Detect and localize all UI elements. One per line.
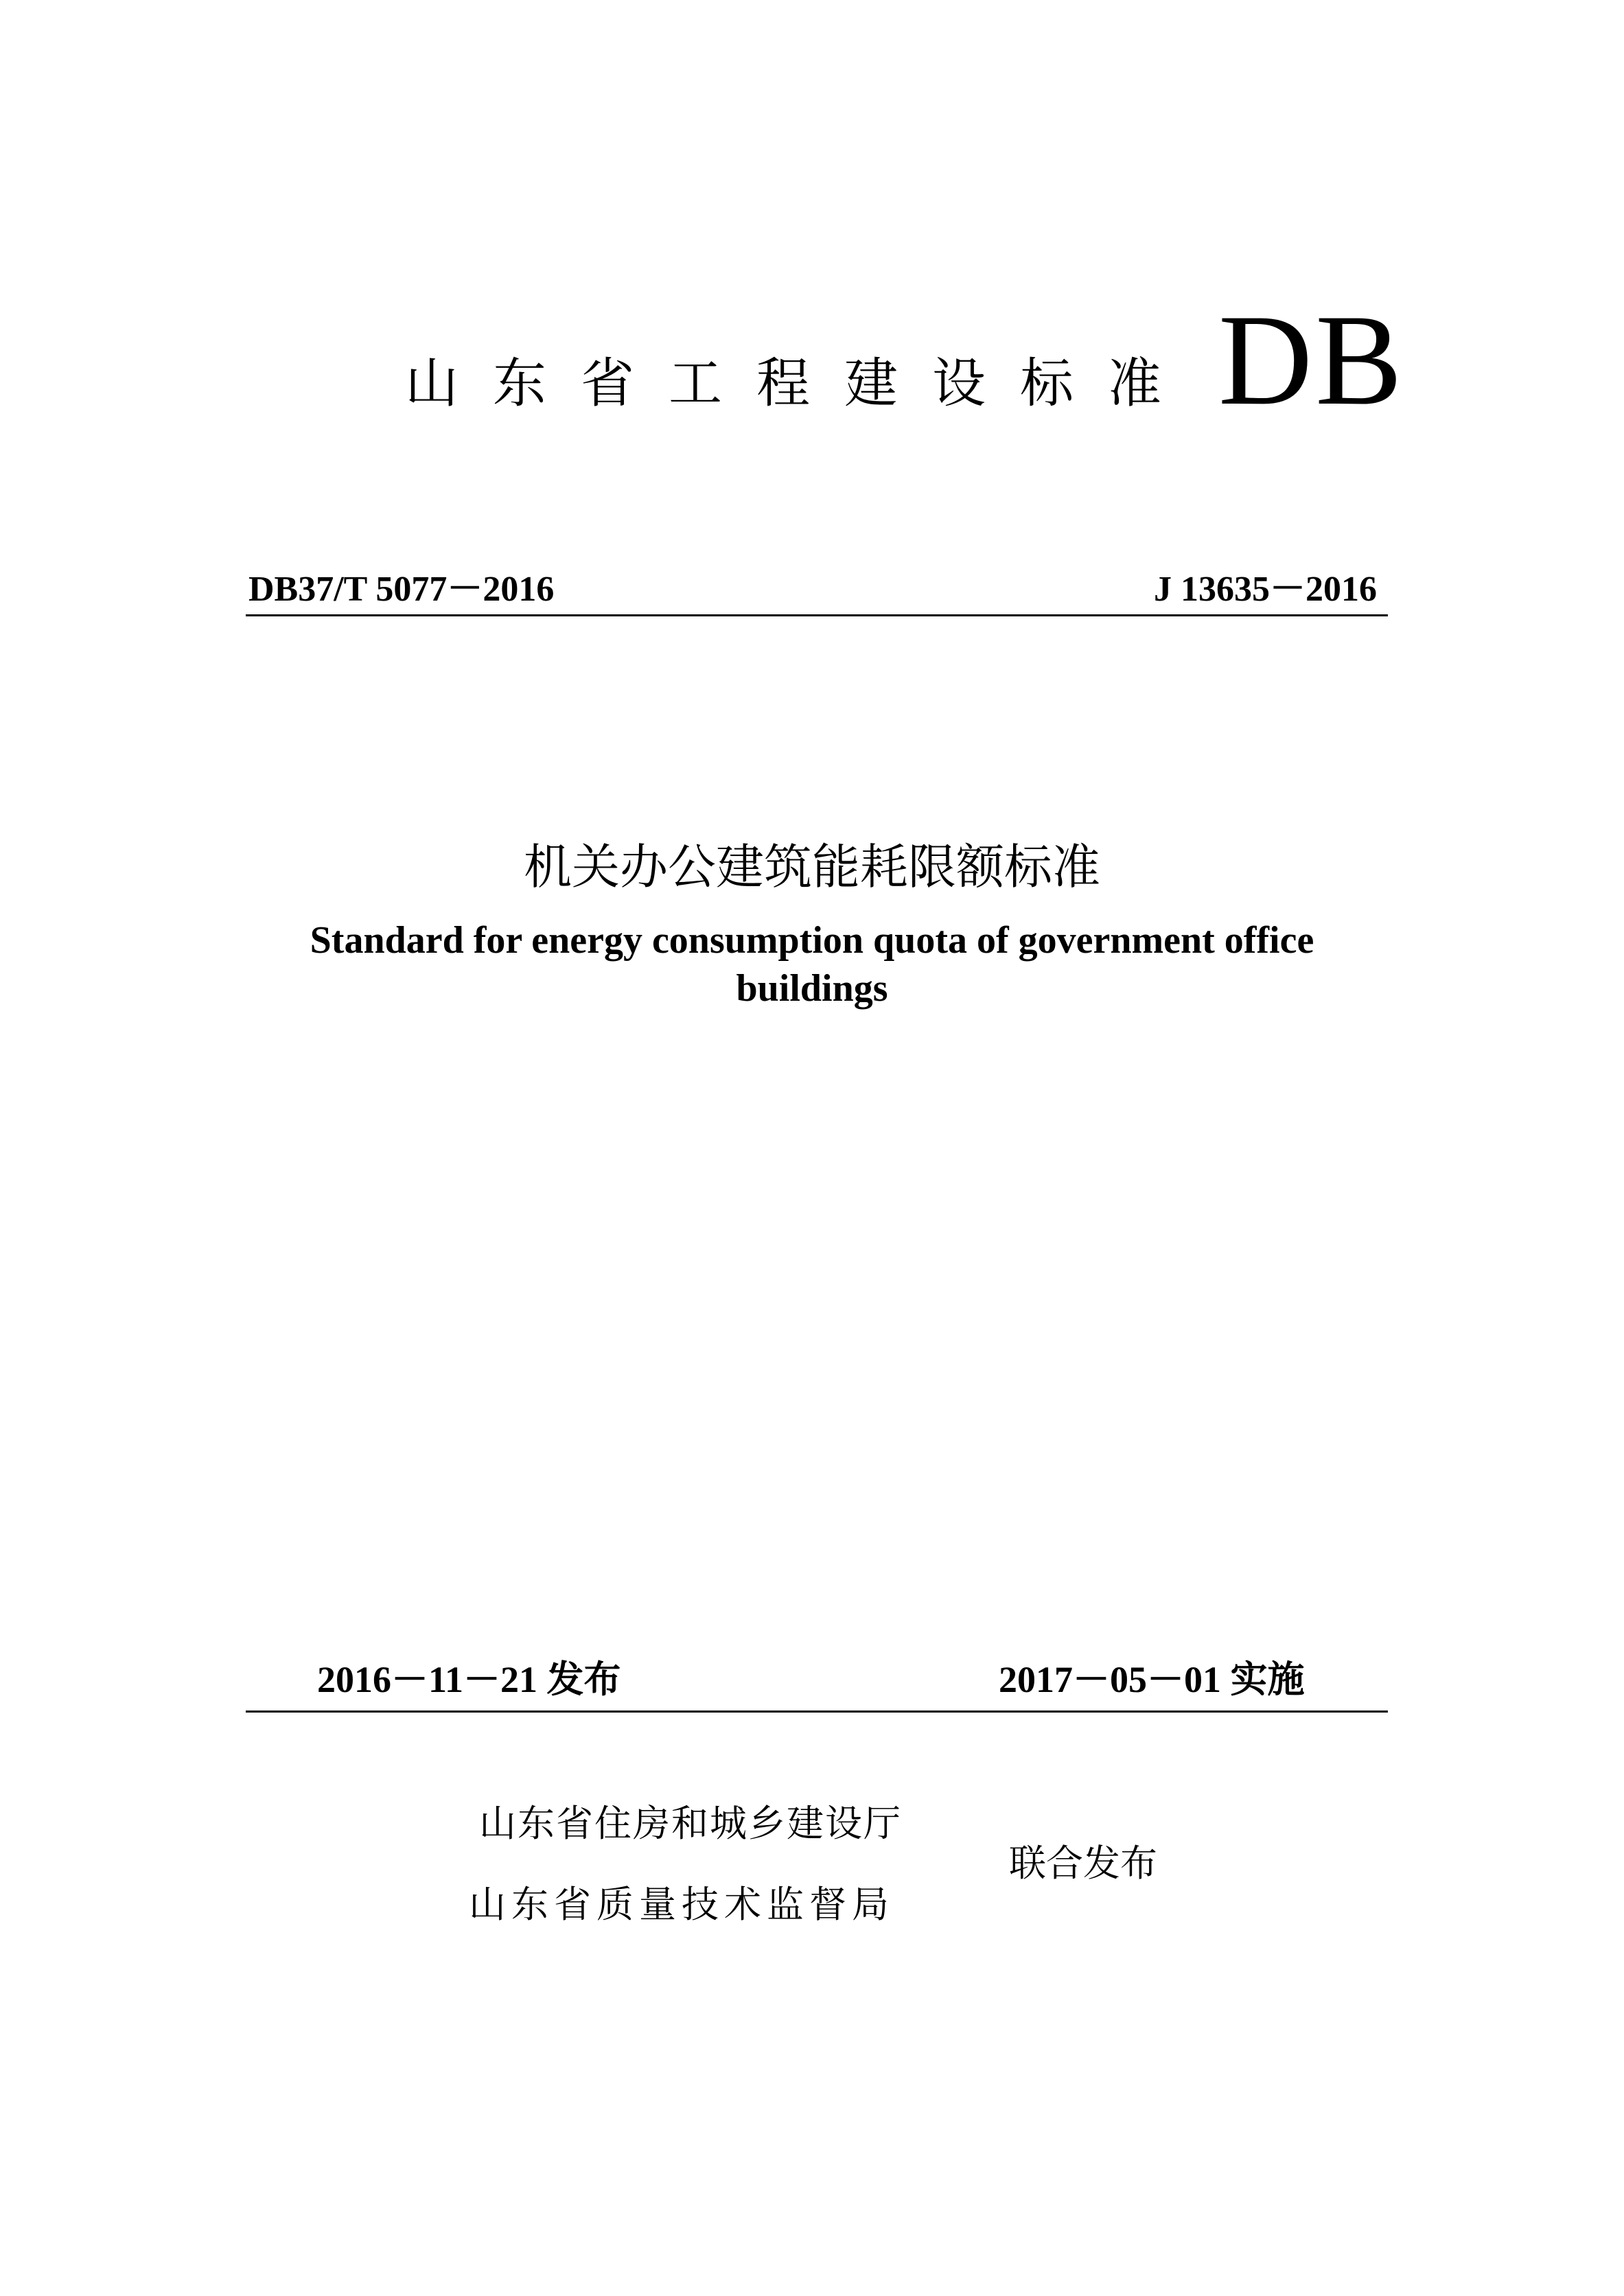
effective-date: 2017－05－01 [999, 1659, 1221, 1700]
joint-publish-label: 联合发布 [1009, 1842, 1157, 1885]
publish-date-line [317, 1658, 621, 1701]
issuer-housing-department: 山东省住房和城乡建设厅 [479, 1802, 902, 1845]
standard-number: DB37/T 5077－2016 [248, 570, 555, 609]
publish-date: 2016－11－21 [317, 1659, 538, 1700]
title-chinese: 机关办公建筑能耗限额标准 [524, 839, 1100, 895]
db-mark: DB [1218, 288, 1405, 432]
standard-series-title: 山东省工程建设标准 [405, 353, 1196, 415]
issuer-quality-bureau: 山东省质量技术监督局 [469, 1883, 894, 1926]
publish-label: 发布 [546, 1658, 621, 1701]
bottom-divider [246, 1711, 1388, 1713]
effective-label: 实施 [1230, 1658, 1305, 1701]
record-number: J 13635－2016 [1153, 570, 1377, 609]
title-english: Standard for energy consumption quota of government office buildings [310, 919, 1314, 1010]
effective-date-line [999, 1658, 1305, 1701]
top-divider [246, 614, 1388, 616]
